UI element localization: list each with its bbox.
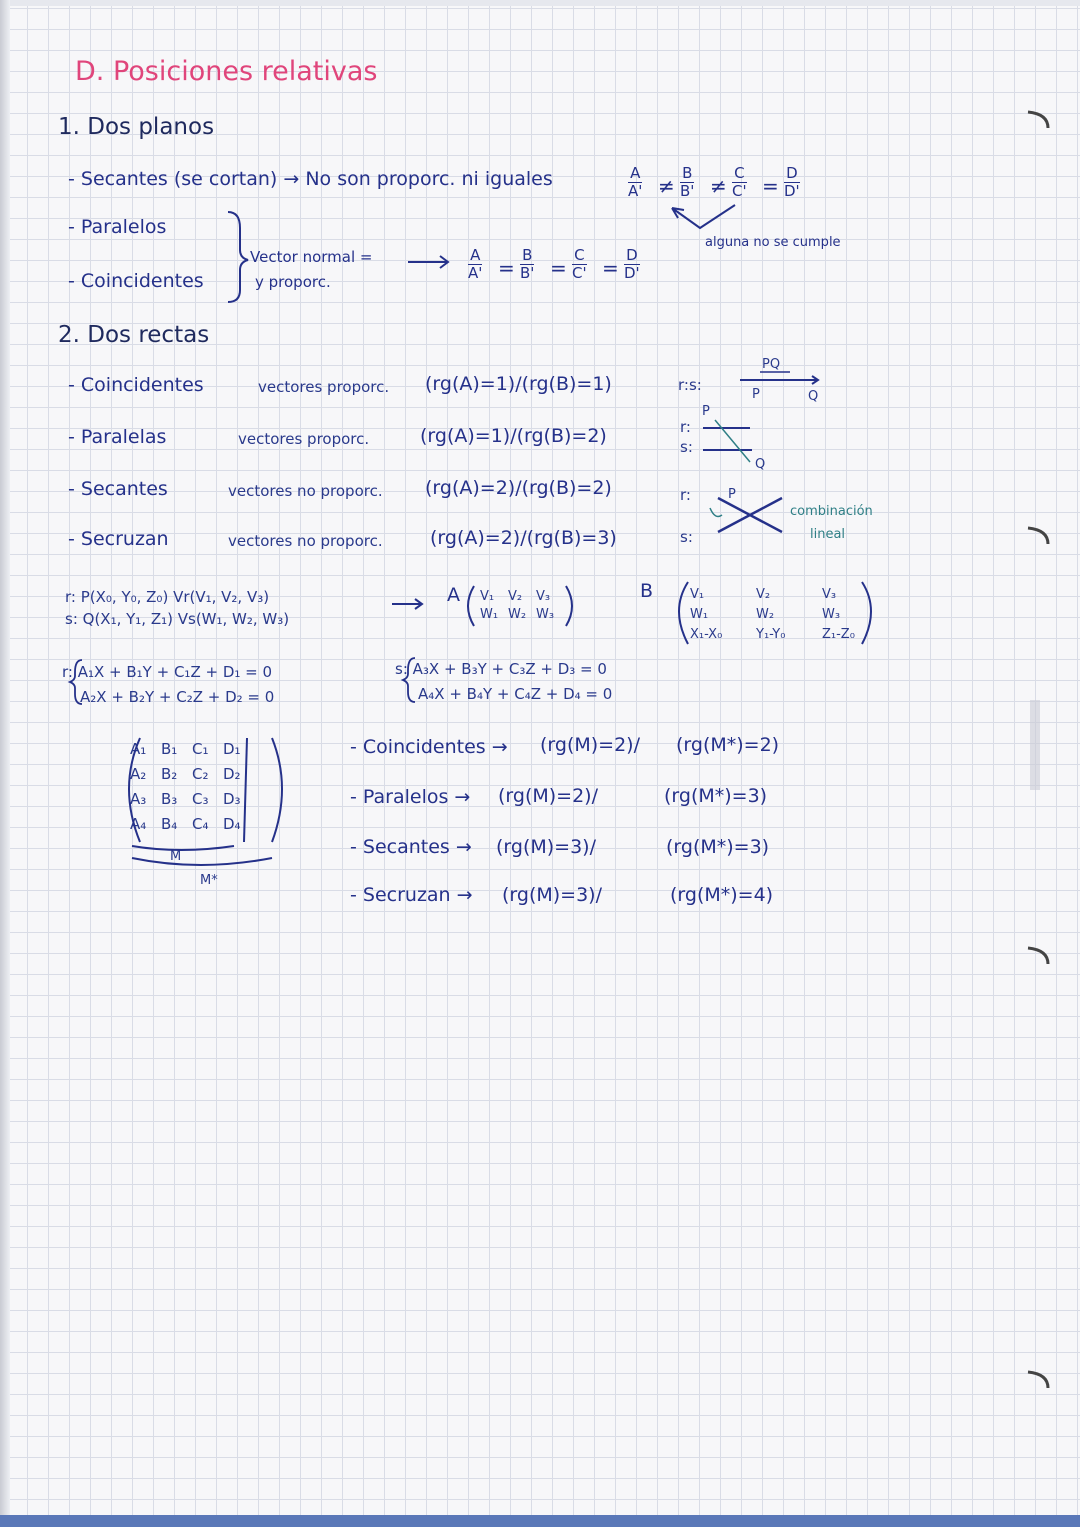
y-proporc: y proporc. (255, 273, 331, 291)
fraction: $\frac{A}{A'}$ (628, 164, 643, 200)
row-diagram-label: r: s: (680, 418, 693, 456)
matrix-cell: V₂ (756, 587, 771, 602)
row-desc: vectores no proporc. (228, 532, 383, 550)
combinacion-note: combinación (790, 504, 873, 519)
point-p-label: P (702, 404, 710, 419)
matrix-cell: V₃ (822, 587, 837, 602)
operator-symbol: = (762, 174, 779, 198)
fraction: $\frac{C}{C'}$ (732, 164, 747, 200)
matrix-cell: A₂ (130, 765, 147, 783)
matrix-cell: V₂ (508, 589, 523, 604)
matrix-cell: C₃ (192, 790, 209, 808)
case-rank2: (rg(M*)=4) (670, 884, 774, 906)
row-diagram-label: r: (680, 486, 691, 504)
matrix-cell: W₃ (536, 607, 555, 622)
matrix-cell: B₁ (161, 740, 178, 758)
row-rank: (rg(A)=1)/(rg(B)=2) (420, 425, 607, 447)
case-rank: (rg(M)=3)/ (496, 836, 596, 858)
s-definition: s: Q(X₁, Y₁, Z₁) Vs(W₁, W₂, W₃) (65, 610, 290, 628)
s-system-eq1: s: A₃X + B₃Y + C₃Z + D₃ = 0 (395, 660, 607, 678)
mstar-label: M* (200, 873, 218, 888)
operator-symbol: ≠ (658, 174, 675, 198)
case-rank: (rg(M)=2)/ (498, 785, 598, 807)
matrix-cell: A₄ (130, 815, 147, 833)
point-p-label: P (728, 487, 736, 502)
matrix-cell: B₂ (161, 765, 178, 783)
case-rank: (rg(M)=2)/ (540, 734, 640, 756)
row-name: - Secantes (68, 478, 168, 500)
row-rank: (rg(A)=1)/(rg(B)=1) (425, 373, 612, 395)
row-name: - Secruzan (68, 528, 169, 550)
section-title: D. Posiciones relativas (75, 56, 378, 87)
r-definition: r: P(X₀, Y₀, Z₀) Vr(V₁, V₂, V₃) (65, 588, 270, 606)
s-system-eq2: A₄X + B₄Y + C₄Z + D₄ = 0 (418, 685, 613, 703)
paralelos-label: - Paralelos (68, 216, 167, 238)
row-desc: vectores no proporc. (228, 482, 383, 500)
matrix-cell: A₃ (130, 790, 147, 808)
row-name: - Paralelas (68, 426, 167, 448)
case-rank2: (rg(M*)=3) (666, 836, 770, 858)
matrix-cell: W₂ (756, 607, 775, 622)
matrix-cell: W₂ (508, 607, 527, 622)
matrix-cell: X₁-X₀ (690, 627, 723, 642)
vector-normal: Vector normal = (250, 248, 373, 266)
case-name: - Secantes → (350, 836, 472, 858)
heading-dos-rectas: 2. Dos rectas (58, 322, 210, 348)
row-rank: (rg(A)=2)/(rg(B)=2) (425, 477, 612, 499)
case-name: - Coincidentes → (350, 736, 508, 758)
case-name: - Paralelos → (350, 786, 471, 808)
matrix-cell: D₃ (223, 790, 241, 808)
matrix-cell: W₁ (690, 607, 709, 622)
row-name: - Coincidentes (68, 374, 204, 396)
lineal-note: lineal (810, 527, 846, 542)
operator-symbol: = (498, 256, 515, 280)
row-desc: vectores proporc. (258, 378, 390, 396)
row-diagram-label: s: (680, 528, 693, 546)
point-p-label: P (752, 387, 760, 402)
matrix-a-label: A (447, 584, 460, 606)
operator-symbol: = (550, 256, 567, 280)
matrix-cell: B₃ (161, 790, 178, 808)
case-rank2: (rg(M*)=2) (676, 734, 780, 756)
fraction: $\frac{B}{B'}$ (680, 164, 695, 200)
coincidentes-label: - Coincidentes (68, 270, 204, 292)
fraction: $\frac{C}{C'}$ (572, 246, 587, 282)
case-rank: (rg(M)=3)/ (502, 884, 602, 906)
matrix-cell: W₁ (480, 607, 499, 622)
matrix-cell: Y₁-Y₀ (756, 627, 786, 642)
matrix-cell: V₁ (480, 589, 495, 604)
case-name: - Secruzan → (350, 884, 473, 906)
m-label: M (170, 849, 182, 864)
matrix-cell: D₄ (223, 815, 241, 833)
matrix-cell: D₁ (223, 740, 241, 758)
point-q-label: Q (808, 389, 819, 404)
row-diagram-label: r:s: (678, 376, 702, 394)
matrix-cell: V₃ (536, 589, 551, 604)
matrix-cell: C₂ (192, 765, 209, 783)
fraction: $\frac{D}{D'}$ (784, 164, 800, 200)
matrix-cell: W₃ (822, 607, 841, 622)
r-system-eq1: r: A₁X + B₁Y + C₁Z + D₁ = 0 (62, 663, 273, 681)
matrix-b-label: B (640, 580, 654, 602)
secantes-line: - Secantes (se cortan) → No son proporc. ni iguales (68, 168, 553, 190)
operator-symbol: ≠ (710, 174, 727, 198)
heading-dos-planos: 1. Dos planos (58, 114, 215, 140)
matrix-cell: V₁ (690, 587, 705, 602)
pq-label: PQ (762, 357, 781, 372)
matrix-cell: A₁ (130, 740, 147, 758)
fraction: $\frac{A}{A'}$ (468, 246, 483, 282)
matrix-cell: Z₁-Z₀ (822, 627, 855, 642)
fraction: $\frac{D}{D'}$ (624, 246, 640, 282)
point-q-label: Q (755, 457, 766, 472)
alguna-note: alguna no se cumple (705, 235, 841, 250)
operator-symbol: = (602, 256, 619, 280)
matrix-cell: D₂ (223, 765, 241, 783)
page-bottom-edge (0, 1515, 1080, 1527)
row-desc: vectores proporc. (238, 430, 370, 448)
fraction: $\frac{B}{B'}$ (520, 246, 535, 282)
case-rank2: (rg(M*)=3) (664, 785, 768, 807)
r-system-eq2: A₂X + B₂Y + C₂Z + D₂ = 0 (80, 688, 275, 706)
matrix-cell: C₄ (192, 815, 209, 833)
matrix-cell: B₄ (161, 815, 178, 833)
row-rank: (rg(A)=2)/(rg(B)=3) (430, 527, 617, 549)
matrix-cell: C₁ (192, 740, 209, 758)
